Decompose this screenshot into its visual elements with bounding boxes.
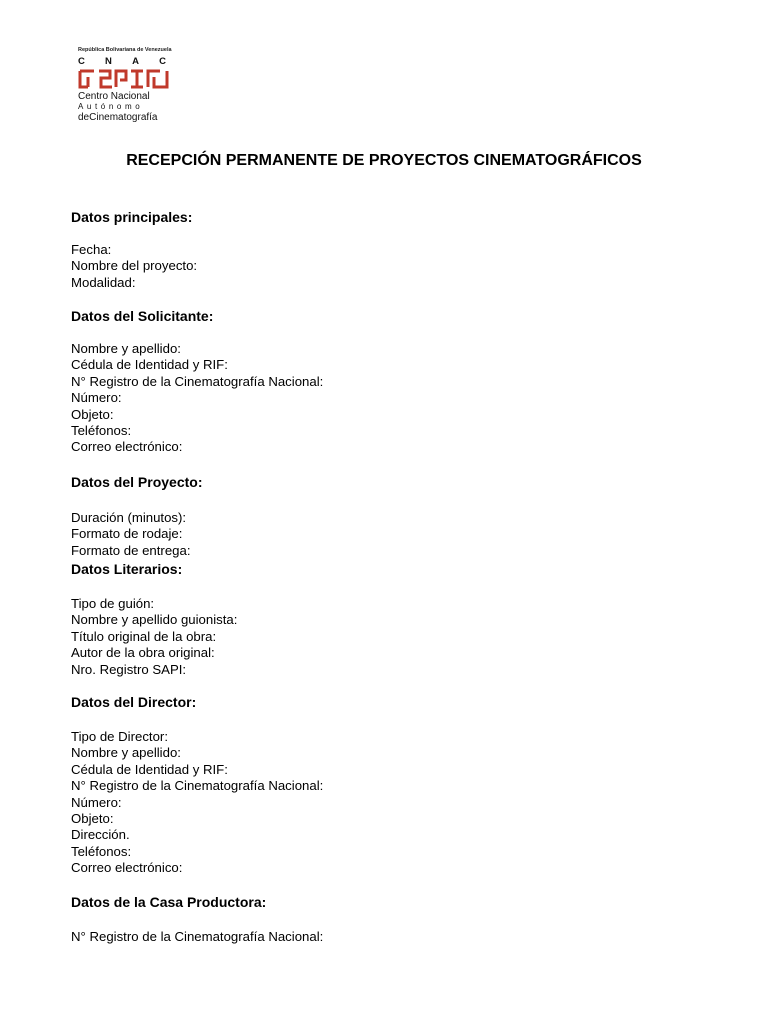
section-heading-solicitante: Datos del Solicitante:: [71, 308, 214, 324]
field-label: Autor de la obra original:: [71, 645, 215, 661]
field-label: Duración (minutos):: [71, 510, 187, 525]
logo-letter: C: [159, 56, 166, 67]
field-label: Nombre y apellido:: [71, 745, 181, 761]
field-label: Objeto:: [71, 406, 114, 422]
section-fields-literarios: [71, 596, 237, 678]
cnac-logo: [78, 47, 174, 123]
field-label: Teléfonos:: [71, 423, 132, 439]
logo-line-1: Centro Nacional: [78, 91, 150, 102]
logo-line-3-prefix: de: [78, 112, 90, 123]
field-label: Teléfonos:: [71, 843, 132, 859]
field-label: Tipo de Director:: [71, 729, 168, 744]
field-label: Objeto:: [71, 811, 114, 827]
field-label: N° Registro de la Cinematografía Nacional:: [71, 778, 324, 794]
document-title: RECEPCIÓN PERMANENTE DE PROYECTOS CINEMATOGRÁFICOS: [126, 152, 642, 169]
logo-line-3-main: Cinematografía: [89, 112, 158, 123]
field-label: Nombre y apellido:: [71, 341, 181, 356]
section-fields-datos-principales: [71, 242, 197, 291]
field-label: Correo electrónico:: [71, 860, 183, 876]
section-fields-proyecto: [71, 510, 191, 559]
logo-graphic-icon: [78, 68, 170, 90]
section-heading-casa-productora: Datos de la Casa Productora:: [71, 894, 267, 910]
field-label: Número:: [71, 390, 122, 406]
field-label: Nombre del proyecto:: [71, 258, 198, 274]
logo-letter: N: [105, 56, 112, 67]
section-fields-casa-productora: [71, 929, 323, 945]
logo-government-text: República Bolivariana de Venezuela: [78, 47, 172, 53]
field-label: Cédula de Identidad y RIF:: [71, 357, 228, 373]
field-label: Cédula de Identidad y RIF:: [71, 761, 228, 777]
section-heading-literarios: Datos Literarios:: [71, 561, 183, 577]
field-label: Modalidad:: [71, 274, 136, 290]
section-heading-director: Datos del Director:: [71, 694, 197, 710]
field-label: Fecha:: [71, 242, 112, 257]
section-fields-director: [71, 729, 323, 877]
logo-letter: A: [132, 56, 139, 67]
field-label: Formato de rodaje:: [71, 526, 183, 542]
logo-line-2: Autónomo: [78, 102, 144, 111]
section-fields-solicitante: [71, 341, 323, 456]
field-label: N° Registro de la Cinematografía Nacional:: [71, 373, 324, 389]
field-label: Nro. Registro SAPI:: [71, 661, 187, 677]
field-label: Tipo de guión:: [71, 596, 155, 611]
section-heading-proyecto: Datos del Proyecto:: [71, 474, 203, 490]
logo-letter: C: [78, 56, 85, 67]
field-label: Título original de la obra:: [71, 628, 217, 644]
field-label: Número:: [71, 794, 122, 810]
field-label: Dirección.: [71, 827, 130, 843]
field-label: Nombre y apellido guionista:: [71, 612, 238, 628]
section-heading-datos-principales: Datos principales:: [71, 209, 193, 225]
logo-line-3: [78, 112, 174, 123]
field-label: Correo electrónico:: [71, 439, 183, 455]
logo-acronym: [78, 56, 166, 67]
field-label: N° Registro de la Cinematografía Nacional:: [71, 929, 324, 944]
field-label: Formato de entrega:: [71, 542, 191, 558]
